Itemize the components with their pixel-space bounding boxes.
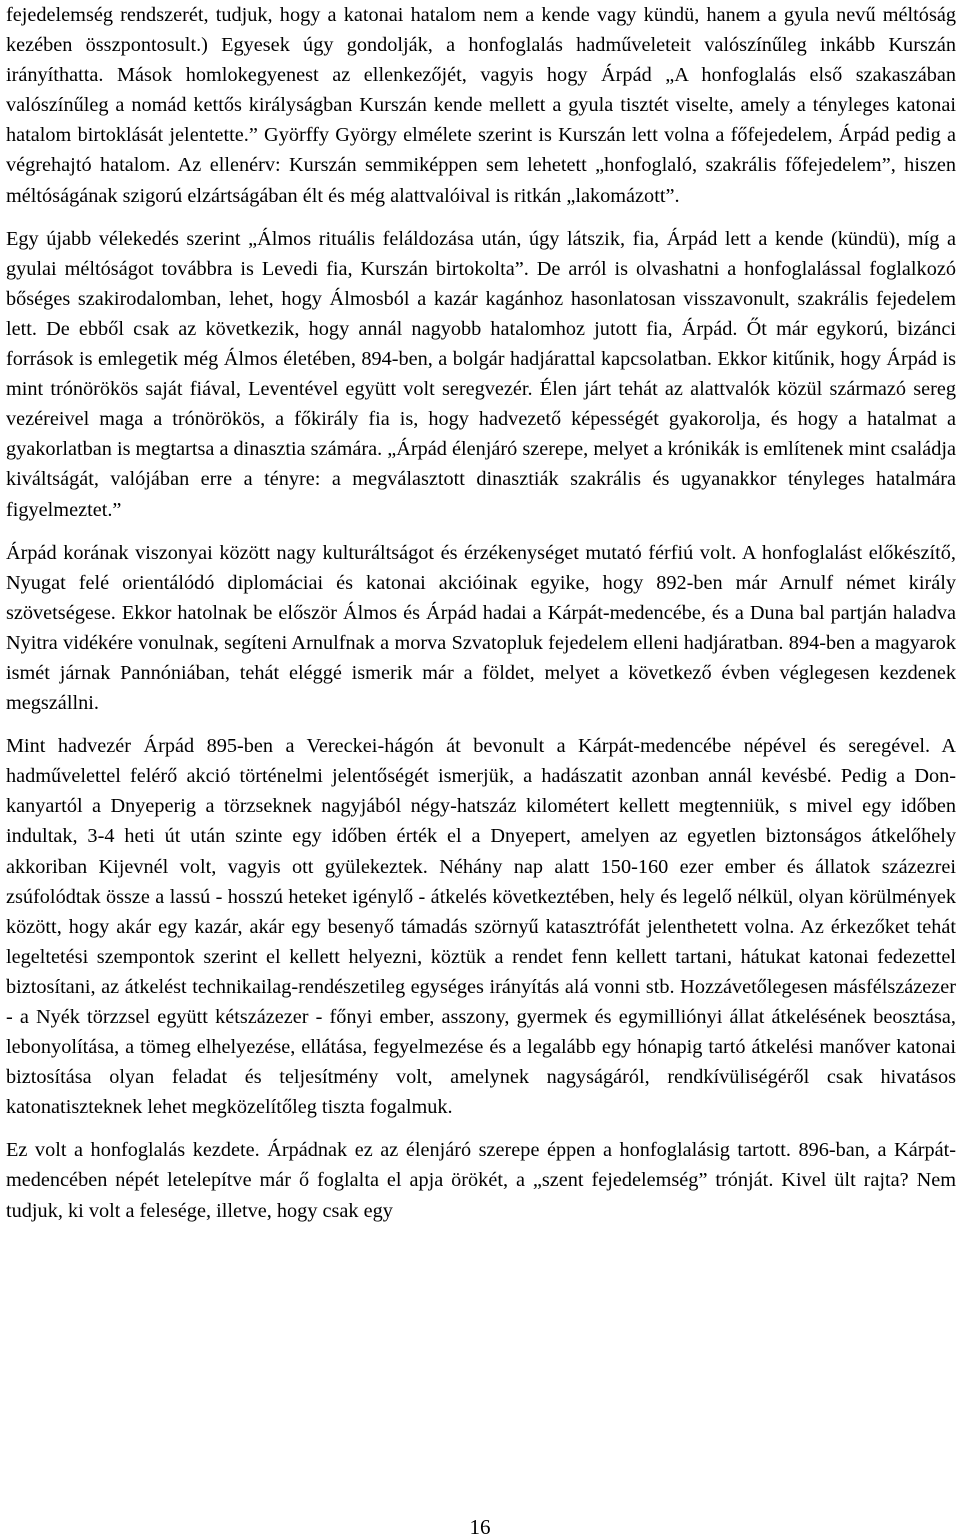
paragraph-5: Ez volt a honfoglalás kezdete. Árpádnak ez az élenjáró szerepe éppen a honfoglalásig tartott. 896-ban, a Kárpát-medencében népét letelepítve már ő foglalta el apja örökét, a „szent fejedelemség” trónját. Kivel ült rajta? Nem tudjuk, ki volt a felesége, illetve, hogy csak egy: [6, 1139, 956, 1222]
paragraph-2: Egy újabb vélekedés szerint „Álmos rituális feláldozása után, úgy látszik, fia, Árpád lett a kende (kündü), míg a gyulai méltóságot továbbra is Levedi fia, Kurszán birtokolta”. De arról is olvashatni a honfoglalással foglalkozó bőséges szakirodalomban, lehet, hogy Álmosból a kazár kagánhoz hasonlatosan visszavonult, szakrális fejedelem lett. De ebből csak az következik, hogy annál nagyobb hatalomhoz jutott fia, Árpád. Őt már egykorú, bizánci források is emlegetik még Álmos életében, 894-ben, a bolgár hadjárattal kapcsolatban. Ekkor kitűnik, hogy Árpád is mint trónörökös saját fiával, Leventével együtt volt seregvezér. Élen járt tehát az alattvalók közül származó sereg vezéreivel maga a trónörökös, a főkirály fia is, hogy hadvezető képességét gyakorolja, és hogy a hatalmat a gyakorlatban is megtartsa a dinasztia számára. „Árpád élenjáró szerepe, melyet a krónikák is említenek mint családja kiváltságát, valójában erre a tényre: a megválasztott dinasztiák szakrális és ugyanakkor tényleges hatalmára figyelmeztet.”: [6, 227, 957, 521]
page-number: 16: [469, 1515, 491, 1539]
paragraph-4: Mint hadvezér Árpád 895-ben a Vereckei-hágón át bevonult a Kárpát-medencébe népével és seregével. A hadművelettel felérő akció történelmi jelentőségét ismerjük, a hadászatit azonban annál kevésbé. Pedig a Don-kanyartól a Dnyeperig a törzseknek nagyjából négy-hatszáz kilométert kellett megtenniük, s mivel egy időben indultak, 3-4 heti út után szinte egy időben érték el a Dnyepert, amelyen az egyetlen biztonságos átkelőhely akkoriban Kijevnél volt, vagyis ott gyülekeztek. Néhány nap alatt 150-160 ezer ember és állatok százezrei zsúfolódtak össze a lassú - hosszú heteket igénylő - átkelés következtében, hely és legelő nélkül, olyan körülmények között, hogy akár egy kazár, akár egy besenyő támadás szörnyű katasztrófát jelenthetett volna. Az érkezőket tehát legeltetési szempontok szerint el kellett helyezni, köztük a rendet fenn kellett tartani, hátukat katonai fedezettel biztosítani, az átkelést technikailag-rendészetileg egységes irányítás alá vonni stb. Hozzávetőlegesen másfélszázezer - a Nyék törzzsel együtt kétszázezer - főnyi ember, asszony, gyermek és egymilliónyi állat átkelésének beosztása, lebonyolítása, a tömeg elhelyezése, ellátása, fegyelmezése és a legalább egy hónapig tartó átkelési manőver katonai biztosítása olyan feladat és teljesítmény volt, amelynek nagyságáról, rendkívüliségéről csak hivatásos katonatiszteknek lehet megközelítőleg tiszta fogalmuk.: [6, 735, 956, 1119]
paragraph-1: fejedelemség rendszerét, tudjuk, hogy a katonai hatalom nem a kende vagy kündü, hanem a gyula nevű méltóság kezében összpontosult.) Egyesek úgy gondolják, a honfoglalás hadműveleteit valószínűleg inkább Kurszán irányíthatta. Mások homlokegyenest az ellenkezőjét, vagyis hogy Árpád „A honfoglalás első szakaszában valószínűleg a nomád kettős királyságban Kurszán kende mellett a gyula tisztét viselte, amely a tényleges katonai hatalom birtoklását jelentette.” Györffy György elmélete szerint is Kurszán lett volna a főfejedelem, Árpád pedig a végrehajtó hatalom. Az ellenérv: Kurszán semmiképpen sem lehetett „honfoglaló, szakrális főfejedelem”, hiszen méltóságának szigorú elzártságában élt és még alattvalóival is ritkán „lakomázott”.: [6, 4, 956, 207]
paragraph-3: Árpád korának viszonyai között nagy kulturáltságot és érzékenységet mutató férfiú volt. A honfoglalást előkészítő, Nyugat felé orientálódó diplomáciai és katonai akcióinak egyike, hogy 892-ben már Arnulf német király szövetségese. Ekkor hatolnak be először Álmos és Árpád hadai a Kárpát-medencébe, és a Duna bal partján haladva Nyitra vidékére vonulnak, segíteni Arnulfnak a morva Szvatopluk fejedelem elleni hadjáratban. 894-ben a magyarok ismét járnak Pannóniában, tehát eléggé ismerik már a földet, melyet a következő évben véglegesen kezdenek megszállni.: [6, 541, 956, 715]
document-page: [6, 0, 956, 1226]
